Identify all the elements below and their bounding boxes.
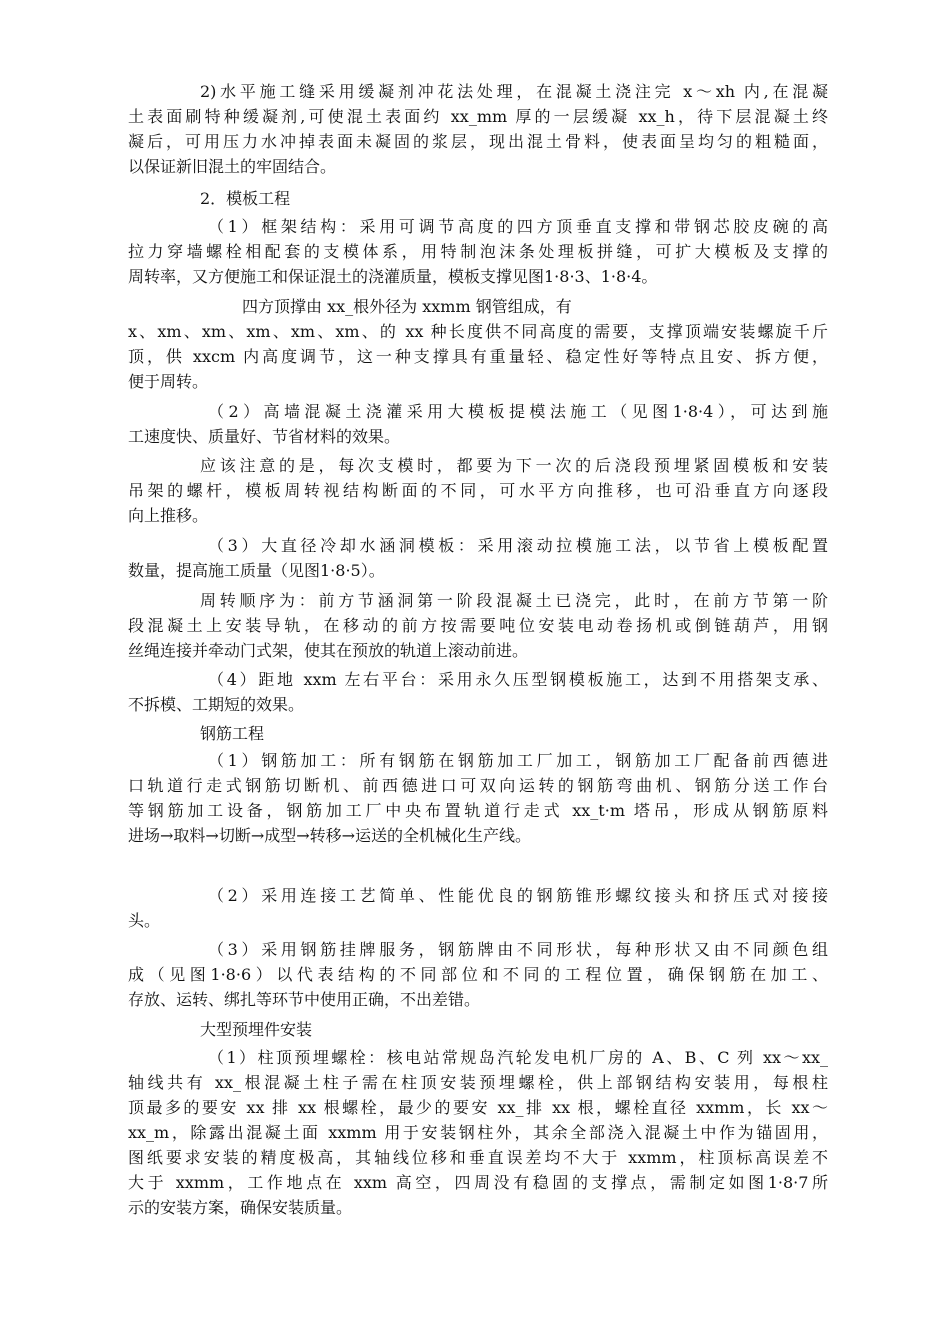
text-line: 2)水平施工缝采用缓凝剂冲花法处理，在混凝土浇注完 x～xh 内,在混凝	[200, 82, 828, 101]
text-line: 向上推移。	[128, 506, 209, 525]
text-line: 轴线共有 xx_根混凝土柱子需在柱顶安装预埋螺栓，供上部钢结构安装用，每根柱	[128, 1073, 828, 1092]
paragraph-column-bolts	[128, 1045, 828, 1220]
paragraph-rebar-connection	[128, 883, 828, 933]
paragraph-rebar-tagging	[128, 937, 828, 1012]
text-line: （1）柱顶预埋螺栓：核电站常规岛汽轮发电机厂房的 A、B、C 列 xx～xx_	[208, 1048, 828, 1067]
text-line: 顶最多的要安 xx 排 xx 根螺栓，最少的要安 xx_排 xx 根，螺栓直径 xxmm，长 xx～	[128, 1098, 828, 1117]
text-line: 进场→取料→切断→成型→转移→运送的全机械化生产线。	[128, 826, 532, 845]
paragraph-turnover-order	[128, 588, 828, 663]
text-line: 数量，提高施工质量（见图1·8·5）。	[128, 561, 385, 580]
text-line: （1）框架结构：采用可调节高度的四方顶垂直支撑和带钢芯胶皮碗的高	[208, 217, 828, 236]
heading-text: 2．模板工程	[200, 189, 291, 208]
text-line: 四方顶撑由 xx_根外径为 xxmm 钢管组成，有	[242, 297, 572, 316]
paragraph-high-wall	[128, 399, 828, 449]
text-line: 存放、运转、绑扎等环节中使用正确，不出差错。	[128, 990, 481, 1009]
text-line: 土表面刷特种缓凝剂,可使混土表面约 xx_mm 厚的一层缓凝 xx_h，待下层混凝土终	[128, 107, 828, 126]
section-heading-rebar	[128, 721, 828, 746]
text-line: 头。	[128, 911, 161, 930]
text-line: 丝绳连接并牵动门式架，使其在预放的轨道上滚动前进。	[128, 641, 529, 660]
text-line: 示的安装方案，确保安装质量。	[128, 1198, 353, 1217]
paragraph-square-prop	[128, 294, 828, 394]
text-line: 口轨道行走式钢筋切断机、前西德进口可双向运转的钢筋弯曲机、钢筋分送工作台	[128, 776, 828, 795]
text-line: 便于周转。	[128, 372, 209, 391]
text-line: （2）采用连接工艺简单、性能优良的钢筋锥形螺纹接头和挤压式对接接	[208, 886, 828, 905]
text-line: 段混凝土上安装导轨，在移动的前方按需要吨位安装电动卷扬机或倒链葫芦，用钢	[128, 616, 828, 635]
text-line: 等钢筋加工设备，钢筋加工厂中央布置轨道行走式 xx_t·m 塔吊，形成从钢筋原料	[128, 801, 828, 820]
text-line: 吊架的螺杆，模板周转视结构断面的不同，可水平方向推移，也可沿垂直方向逐段	[128, 481, 828, 500]
text-line: x、xm、xm、xm、xm、xm、的 xx 种长度供不同高度的需要，支撑顶端安装螺旋千斤	[128, 322, 828, 341]
paragraph-rebar-processing	[128, 748, 828, 848]
text-line: （2）高墙混凝土浇灌采用大模板提模法施工（见图1·8·4），可达到施	[208, 402, 828, 421]
text-line: 工速度快、质量好、节省材料的效果。	[128, 427, 401, 446]
text-line: 图纸要求安装的精度极高，其轴线位移和垂直误差均不大于 xxmm，柱顶标高误差不	[128, 1148, 828, 1167]
section-heading-embedded-parts	[128, 1017, 828, 1042]
text-line: （4）距地 xxm 左右平台：采用永久压型钢模板施工，达到不用搭架支承、	[208, 670, 828, 689]
text-line: 成（见图1·8·6）以代表结构的不同部位和不同的工程位置，确保钢筋在加工、	[128, 965, 828, 984]
text-line: （3）采用钢筋挂牌服务，钢筋牌由不同形状，每种形状又由不同颜色组	[208, 940, 828, 959]
text-line: 不拆模、工期短的效果。	[128, 695, 305, 714]
text-line: 大于 xxmm，工作地点在 xxm 高空，四周没有稳固的支撑点，需制定如图1·8·7所	[128, 1173, 828, 1192]
text-line: 顶，供 xxcm 内高度调节，这一种支撑具有重量轻、稳定性好等特点且安、拆方便，	[128, 347, 828, 366]
paragraph-construction-joint	[128, 79, 828, 179]
paragraph-note	[128, 453, 828, 528]
text-line: 周转率，又方便施工和保证混土的浇灌质量，模板支撑见图1·8·3、1·8·4。	[128, 267, 658, 286]
text-line: （1）钢筋加工：所有钢筋在钢筋加工厂加工，钢筋加工厂配备前西德进	[208, 751, 828, 770]
text-line: 凝后，可用压力水冲掉表面未凝固的浆层，现出混土骨料，使表面呈均匀的粗糙面，	[128, 132, 828, 151]
paragraph-frame-structure	[128, 214, 828, 289]
text-line: 拉力穿墙螺栓相配套的支模体系，用特制泡沫条处理板拼缝，可扩大模板及支撑的	[128, 242, 828, 261]
text-line: 应该注意的是，每次支模时，都要为下一次的后浇段预埋紧固模板和安装	[200, 456, 828, 475]
text-line: 以保证新旧混土的牢固结合。	[128, 157, 337, 176]
text-line: （3）大直径冷却水涵洞模板：采用滚动拉模施工法，以节省上模板配置	[208, 536, 828, 555]
paragraph-platform	[128, 667, 828, 717]
heading-text: 钢筋工程	[200, 724, 265, 743]
heading-text: 大型预埋件安装	[200, 1020, 313, 1039]
section-heading-formwork	[128, 186, 828, 211]
text-line: 周转顺序为：前方节涵洞第一阶段混凝土已浇完，此时，在前方节第一阶	[200, 591, 828, 610]
paragraph-culvert-formwork	[128, 533, 828, 583]
text-line: xx_m，除露出混凝土面 xxmm 用于安装钢柱外，其余全部浇入混凝土中作为锚固用，	[128, 1123, 828, 1142]
